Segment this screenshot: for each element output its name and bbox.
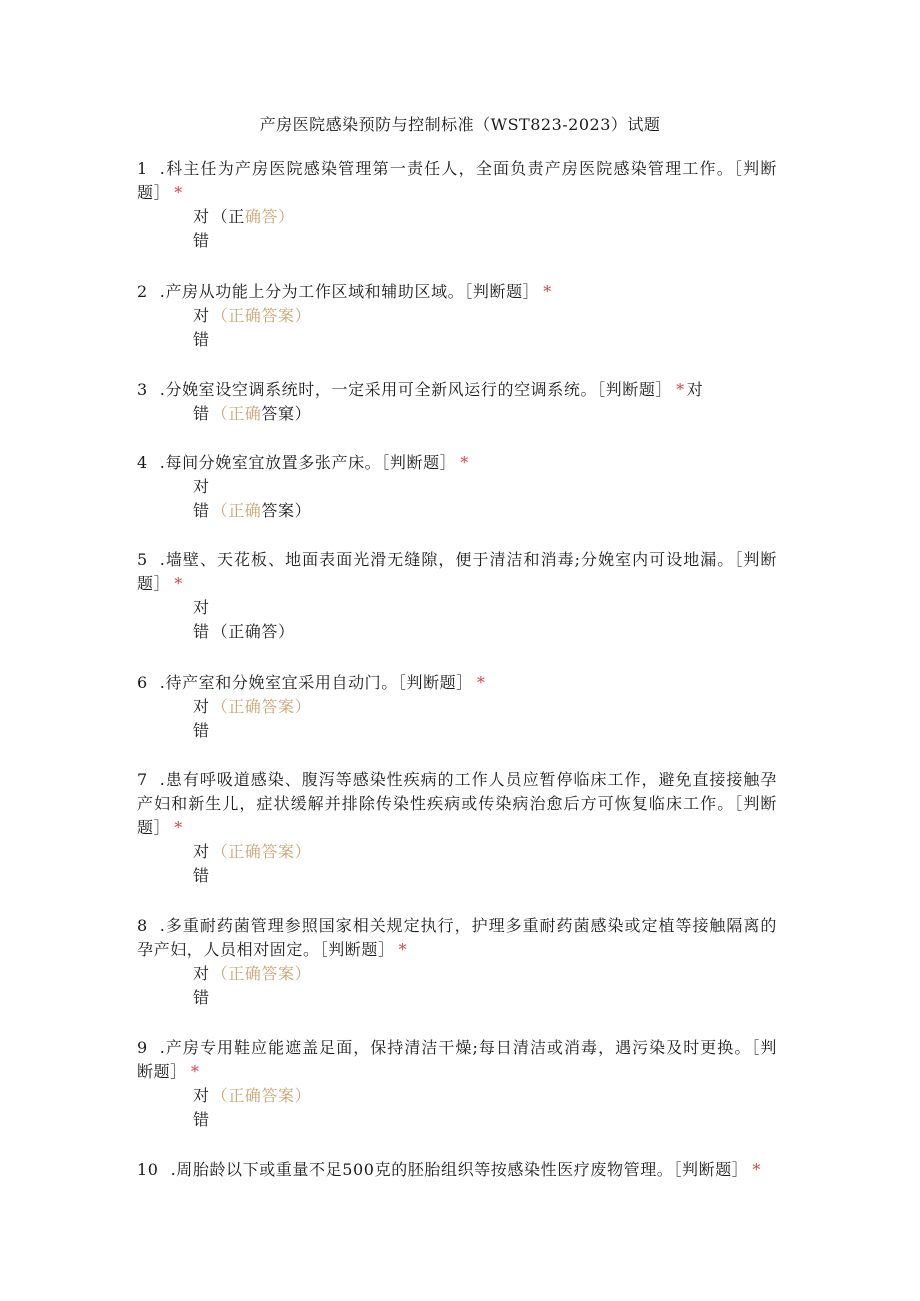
- question-text: [137, 451, 777, 475]
- required-star: *: [676, 380, 685, 399]
- question-stem: .分娩室设空调系统时，一定采用可全新风运行的空调系统。［判断题］: [159, 380, 673, 399]
- option-true[interactable]: [193, 475, 777, 499]
- question-text: [137, 1158, 777, 1182]
- option-label: 对: [193, 697, 210, 716]
- question-10: [137, 1158, 777, 1182]
- question-7: [137, 768, 777, 888]
- option-label: 错: [193, 721, 210, 740]
- option-false[interactable]: [193, 864, 777, 888]
- option-false[interactable]: [193, 986, 777, 1010]
- question-stem: .周胎龄以下或重量不足500克的胚胎组织等按感染性医疗废物管理。［判断题］: [170, 1160, 749, 1179]
- option-false[interactable]: [193, 328, 777, 352]
- required-star: *: [476, 673, 486, 692]
- option-true[interactable]: [193, 304, 777, 328]
- question-text: [137, 1036, 777, 1084]
- correct-answer-tag: （正确答案）: [211, 1086, 312, 1105]
- option-false[interactable]: [193, 229, 777, 253]
- question-number: 9: [137, 1038, 148, 1057]
- question-number: 3: [137, 380, 148, 399]
- option-false[interactable]: [193, 499, 777, 523]
- correct-answer-tag: （正确答）: [211, 207, 295, 226]
- question-stem: .每间分娩室宜放置多张产床。［判断题］: [159, 453, 457, 472]
- question-stem: .多重耐药菌管理参照国家相关规定执行，护理多重耐药菌感染或定植等接触隔离的孕产妇，人员相对固定。［判断题］: [137, 916, 777, 959]
- option-true[interactable]: [193, 695, 777, 719]
- option-true[interactable]: [193, 596, 777, 620]
- question-2: [137, 280, 777, 352]
- required-star: *: [174, 818, 183, 837]
- question-number: 7: [137, 770, 148, 789]
- required-star: *: [190, 1062, 200, 1081]
- question-3: [137, 378, 777, 426]
- question-stem: .待产室和分娩室宜采用自动门。［判断题］: [159, 673, 473, 692]
- option-true[interactable]: 对: [686, 380, 704, 399]
- question-number: 1: [137, 159, 148, 178]
- correct-answer-tag: （正确答案）: [211, 842, 312, 861]
- question-number: 8: [137, 916, 148, 935]
- correct-answer-tag: （正确答案）: [211, 306, 312, 325]
- question-text: [137, 378, 777, 402]
- question-8: [137, 914, 777, 1010]
- required-star: *: [398, 940, 408, 959]
- correct-answer-tag: （正确答案）: [211, 501, 312, 520]
- question-number: 6: [137, 673, 148, 692]
- option-label: 对: [193, 964, 210, 983]
- question-text: [137, 280, 777, 304]
- option-label: 错: [193, 866, 210, 885]
- option-label: 错: [193, 501, 210, 520]
- option-true[interactable]: [193, 1084, 777, 1108]
- question-number: 2: [137, 282, 148, 301]
- option-true[interactable]: [193, 962, 777, 986]
- option-label: 对: [193, 842, 210, 861]
- question-6: [137, 671, 777, 743]
- option-label: 对: [193, 207, 210, 226]
- required-star: *: [174, 183, 183, 202]
- option-label: 错: [193, 1110, 210, 1129]
- question-stem: .产房专用鞋应能遮盖足面，保持清洁干燥;每日清洁或消毒，遇污染及时更换。［判断题］: [137, 1038, 777, 1081]
- question-text: [137, 548, 777, 596]
- question-text: [137, 157, 777, 205]
- option-label: 错: [193, 404, 210, 423]
- required-star: *: [174, 574, 183, 593]
- question-number: 4: [137, 453, 148, 472]
- question-5: [137, 548, 777, 644]
- option-label: 错: [193, 988, 210, 1007]
- question-1: [137, 157, 777, 253]
- option-label: 对: [193, 477, 210, 496]
- page-title: 产房医院感染预防与控制标准（WST823-2023）试题: [259, 115, 661, 134]
- option-label: 错: [193, 622, 210, 641]
- question-stem: .产房从功能上分为工作区域和辅助区域。［判断题］: [159, 282, 540, 301]
- required-star: *: [543, 282, 552, 301]
- correct-answer-tag: （正确答窠）: [211, 404, 312, 423]
- option-true[interactable]: [193, 840, 777, 864]
- question-9: [137, 1036, 777, 1132]
- question-text: [137, 768, 777, 840]
- option-label: 对: [193, 598, 210, 617]
- option-false[interactable]: [193, 719, 777, 743]
- correct-answer-tag: （正确答案）: [211, 697, 312, 716]
- option-false[interactable]: [193, 1108, 777, 1132]
- option-label: 错: [193, 330, 210, 349]
- required-star: *: [752, 1160, 761, 1179]
- option-label: 错: [193, 231, 210, 250]
- question-stem: .墙壁、天花板、地面表面光滑无缝隙，便于清洁和消毒;分娩室内可设地漏。［判断题］: [137, 550, 777, 593]
- question-4: [137, 451, 777, 523]
- option-label: 对: [193, 1086, 210, 1105]
- correct-answer-tag: （正确答）: [211, 622, 295, 641]
- option-false[interactable]: [193, 402, 777, 426]
- question-text: [137, 914, 777, 962]
- question-number: 10: [137, 1160, 159, 1179]
- question-stem: .科主任为产房医院感染管理第一责任人，全面负责产房医院感染管理工作。［判断题］: [137, 159, 777, 202]
- question-number: 5: [137, 550, 148, 569]
- option-false[interactable]: [193, 620, 777, 644]
- correct-answer-tag: （正确答案）: [211, 964, 312, 983]
- required-star: *: [460, 453, 469, 472]
- option-true[interactable]: [193, 205, 777, 229]
- question-stem: .患有呼吸道感染、腹泻等感染性疾病的工作人员应暂停临床工作，避免直接接触孕产妇和新生儿，症状缓解并排除传染性疾病或传染病治愈后方可恢复临床工作。［判断题］: [137, 770, 777, 837]
- option-label: 对: [193, 306, 210, 325]
- question-text: [137, 671, 777, 695]
